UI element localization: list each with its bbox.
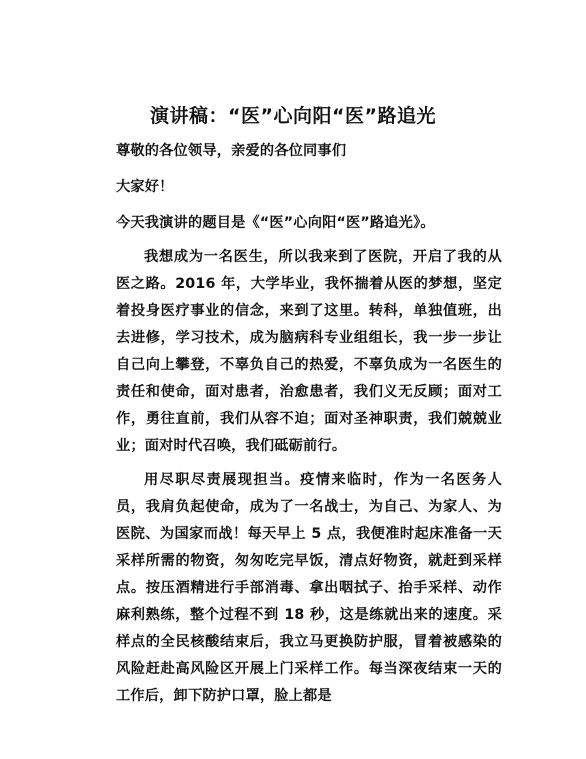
body-paragraph: 用尽职尽责展现担当。疫情来临时，作为一名医务人员，我肩负起使命，成为了一名战士，为自己、为家人、为医院、为国家而战！每天早上 5 点，我便准时起床准备一天采样所需的物资，匆匆吃完早饭，清点好物资，就赶到采样点。按压酒精进行手部消毒、拿出咽拭子、抬手采样、动作麻利熟练，整个过程不到 18 秒，这是练就出来的速度。采样点的全民核酸结束后，我立马更换防护服，冒着被感染的风险赶赴高风险区开展上门采样工作。每当深夜结束一天的工作后，卸下防护口罩，脸上都是 [116, 472, 502, 704]
topic-line: 今天我演讲的题目是《“医”心向阳“医”路追光》。 [116, 215, 435, 231]
salutation-line: 尊敬的各位领导，亲爱的各位同事们 [116, 143, 347, 159]
document-body [116, 138, 502, 710]
greeting-line: 大家好！ [116, 179, 174, 195]
document-title: 演讲稿：“医”心向阳“医”路追光 [150, 105, 436, 127]
body-paragraph: 我想成为一名医生，所以我来到了医院，开启了我的从医之路。2016 年，大学毕业，我怀揣着从医的梦想，坚定着投身医疗事业的信念，来到了这里。转科，单独值班，出去进修，学习技术，成为脑病科专业组组长，我一步一步让自己向上攀登，不辜负自己的热爱，不辜负成为一名医生的责任和使命，面对患者，治愈患者，我们义无反顾；面对工作，勇往直前，我们从容不迫；面对圣神职责，我们兢兢业业；面对时代召唤，我们砥砺前行。 [116, 249, 502, 454]
